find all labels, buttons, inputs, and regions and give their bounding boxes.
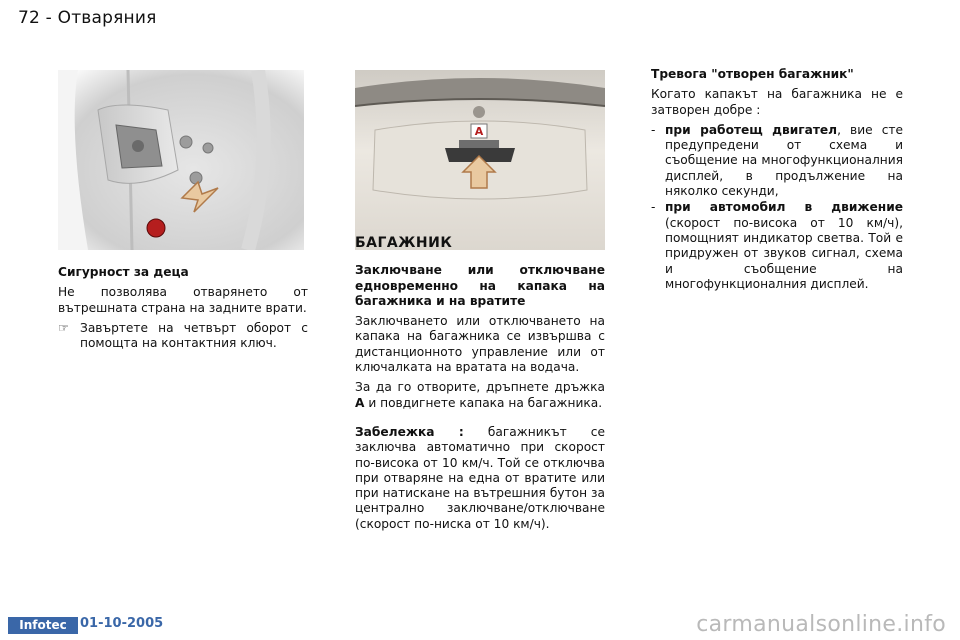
- trunk-paragraph-1: Заключването или отключването на капака на багажника се извършва с дистанционното управление или от ключалката на вратата на водача.: [355, 314, 605, 375]
- alarm-item-moving: [651, 200, 903, 292]
- trunk-handle-illustration: [355, 70, 605, 250]
- alarm-item-moving-text: [665, 200, 903, 292]
- page-number: 72: [18, 8, 41, 28]
- handle-a-label: A: [474, 125, 484, 138]
- trunk-paragraph-2: [355, 380, 605, 411]
- page-header: [18, 8, 157, 28]
- pointing-hand-icon: ☞: [58, 320, 69, 335]
- footer-date: 01-10-2005: [80, 616, 164, 631]
- child-safety-bullet: [58, 321, 308, 352]
- alarm-item-moving-rest: (скорост по-висока от 10 км/ч), помощният индикатор светва. Той е придружен от звуков сигнал, схема и съобщение на многофункционалния дисплей.: [665, 215, 903, 291]
- alarm-item-engine-text: [665, 123, 903, 199]
- trunk-title: БАГАЖНИК: [355, 235, 453, 251]
- alarm-item-engine-bold: при работещ двигател: [665, 122, 838, 137]
- alarm-item-engine: [651, 123, 903, 199]
- trunk-subheading: Заключване или отключване едновременно на капака на багажника и на вратите: [355, 263, 605, 308]
- dash-marker: -: [651, 200, 656, 215]
- alarm-item-moving-bold: при автомобил в движение: [665, 200, 903, 215]
- note-text: багажникът се заключва автоматично при скорост по-висока от 10 км/ч. Той се отключва при отваряне на една от вратите или при натискане на вътрешния бутон за централно заключване/отключване (скорост по-ниска от 10 км/ч).: [355, 424, 605, 531]
- alarm-item-engine-rest: , вие сте предупредени от схема и съобщение на многофункционалния дисплей, в продължение на няколко секунди,: [665, 122, 903, 199]
- child-lock-illustration: [58, 70, 304, 250]
- trunk-alarm-intro: Когато капакът на багажника не е затворен добре :: [651, 87, 903, 117]
- child-safety-paragraph: Не позволява отварянето от вътрешната страна на задните врати.: [58, 285, 308, 315]
- para2-end: и повдигнете капака на багажника.: [368, 395, 603, 410]
- dash-marker: -: [651, 122, 656, 137]
- note-label: Забележка :: [355, 424, 464, 439]
- infotec-logo: Infotec: [8, 617, 78, 634]
- child-safety-heading: Сигурност за деца: [58, 265, 189, 279]
- bullet-text: Завъртете на четвърт оборот с помощта на контактния ключ.: [80, 320, 308, 351]
- para2-start: За да го отворите, дръпнете дръжка: [355, 380, 605, 395]
- watermark: carmanualsonline.info: [696, 612, 946, 637]
- section-title: Отваряния: [57, 8, 157, 28]
- right-column: [651, 67, 903, 293]
- trunk-note: [355, 425, 605, 532]
- left-column: [58, 265, 308, 353]
- trunk-alarm-heading: Тревога "отворен багажник": [651, 67, 854, 81]
- middle-column: [355, 236, 605, 537]
- header-separator: -: [45, 8, 52, 28]
- handle-a-ref: A: [355, 395, 365, 410]
